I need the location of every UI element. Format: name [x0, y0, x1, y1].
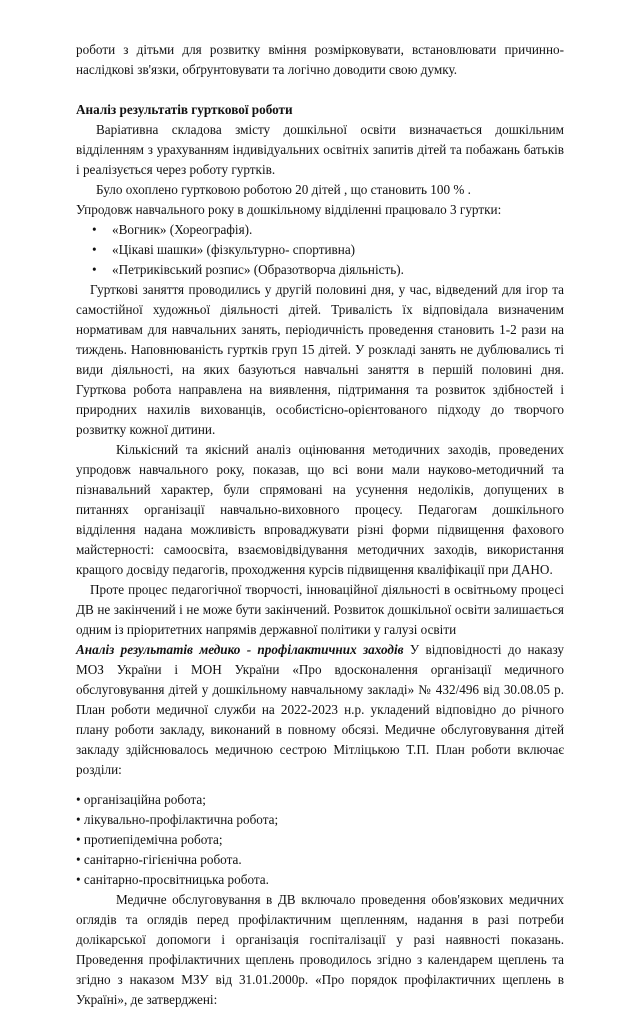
- club-work-paragraph-4: Гурткові заняття проводились у другій половині дня, у час, відведений для ігор та самостійної художньої діяльності дітей. Тривалість їх відповідала визначеним нормативам для навчальних занять, періодичність проведення становить 1-2 рази на тиждень. Наповнюваність гуртків груп 15 дітей. У розкладі занять не дублювались ті види діяльності, на яких базуються навчальні заняття в першій половині дня. Гурткова робота направлена на виявлення, підтримання та розвиток здібностей і природних нахилів вихованців, особистісно-орієнтованого підходу до творчого розвитку кожної дитини.: [76, 282, 564, 437]
- medical-paragraph-2: Медичне обслуговування в ДВ включало проведення обов'язкових медичних оглядів та оглядів перед профілактичним щепленням, надання в разі потреби долікарської допомоги і організація госпіталізації у разі наявності показань. Проведення профілактичних щеплень проводилось згідно з календарем щеплень та згідно з наказом МЗУ від 31.01.2000р. «Про порядок профілактичних щеплень в Україні», де затверджені:: [76, 892, 564, 1007]
- intro-paragraph: роботи з дітьми для розвитку вміння розмірковувати, встановлювати причинно-наслідкові зв'язки, обґрунтовувати та логічно доводити свою думку.: [76, 42, 564, 77]
- medical-heading: Аналіз результатів медико - профілактичних заходів: [76, 642, 404, 657]
- list-item: • «Цікаві шашки» (фізкультурно- спортивна): [92, 240, 564, 260]
- club-work-heading: Аналіз результатів гурткової роботи: [76, 102, 293, 117]
- club-work-paragraph-3: Упродовж навчального року в дошкільному відділенні працювало 3 гуртки:: [76, 202, 502, 217]
- bullet-icon: •: [92, 222, 97, 237]
- list-item: • організаційна робота;: [76, 792, 206, 807]
- club-work-paragraph-6: Проте процес педагогічної творчості, інноваційної діяльності в освітньому процесі ДВ не закінчений і не може бути закінчений. Розвиток дошкільної освіти залишається одним із пріоритетних напрямів державної політики у галузі освіти: [76, 582, 564, 637]
- clubs-list: [76, 220, 564, 280]
- club-work-paragraph-1: Варіативна складова змісту дошкільної освіти визначається дошкільним відділенням з урахуванням індивідуальних освітніх запитів дітей та побажань батьків і реалізується через роботу гуртків.: [76, 122, 564, 177]
- club-work-paragraph-5: Кількісний та якісний аналіз оцінювання методичних заходів, проведених упродовж навчального року, показав, що всі вони мали науково-методичний та пізнавальний характер, були спрямовані на усунення недоліків, допущених в питаннях організації навчально-виховного процесу. Педагогам дошкільного відділення надана можливість впроваджувати різні форми підвищення фахового майстерності: самоосвіта, взаємовідвідування методичних заходів, використання кращого досвіду педагогів, проходження курсів підвищення кваліфікації при ДАНО.: [76, 442, 564, 577]
- list-item: • «Вогник» (Хореографія).: [92, 220, 564, 240]
- bullet-icon: •: [92, 242, 97, 257]
- bullet-icon: •: [92, 262, 97, 277]
- document-page: [76, 40, 564, 1010]
- list-item: • протиепідемічна робота;: [76, 832, 223, 847]
- list-item: • санітарно-гігієнічна робота.: [76, 852, 242, 867]
- list-item: • санітарно-просвітницька робота.: [76, 872, 269, 887]
- plan-sections-list: [76, 790, 564, 890]
- club-work-paragraph-2: Було охоплено гуртковою роботою 20 дітей , що становить 100 % .: [96, 182, 471, 197]
- medical-paragraph-1: Аналіз результатів медико - профілактичних заходів У відповідності до наказу МОЗ України і МОН України «Про вдосконалення організації медичного обслуговування дітей у дошкільному навчальному закладі» № 432/496 від 30.08.05 р. План роботи медичної служби на 2022-2023 н.р. укладений відповідно до річного плану роботи закладу, виконаний в повному обсязі. Медичне обслуговування дітей закладу здійснювалось медичною сестрою Мітліцькою Т.П. План роботи включає розділи:: [76, 642, 565, 777]
- list-item: • лікувально-профілактична робота;: [76, 812, 279, 827]
- list-item: • «Петриківський розпис» (Образотворча діяльність).: [92, 260, 564, 280]
